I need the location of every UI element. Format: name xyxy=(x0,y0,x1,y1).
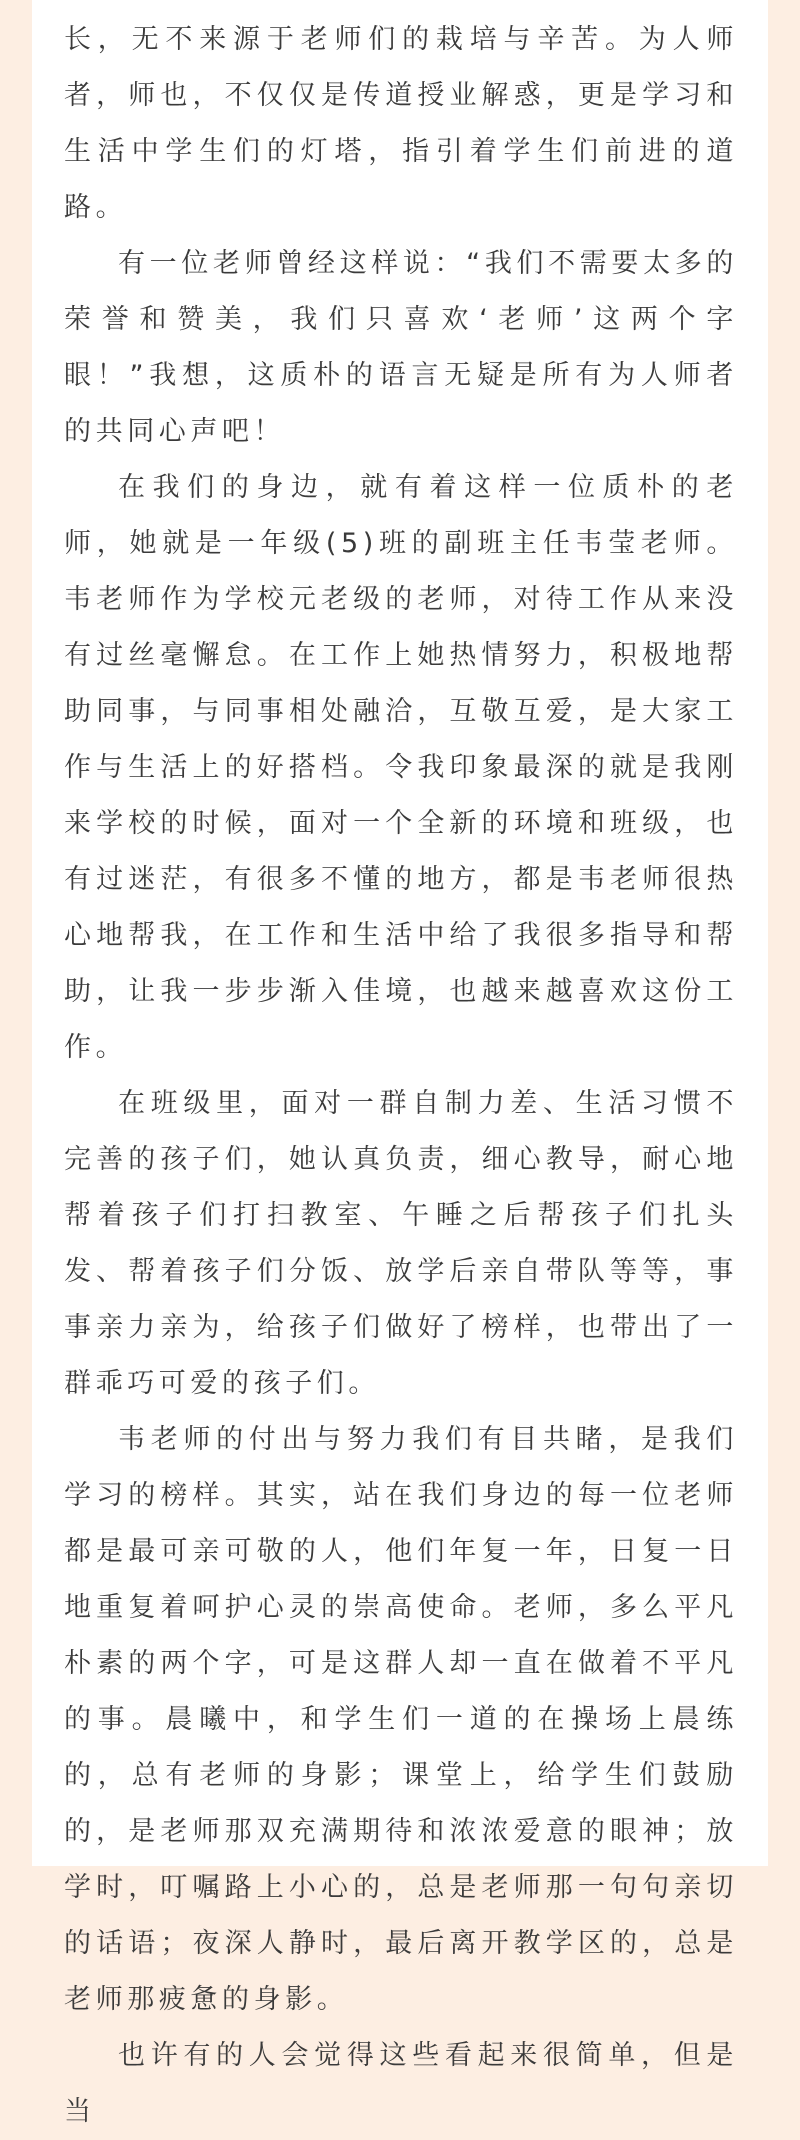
article-paragraph: 长，无不来源于老师们的栽培与辛苦。为人师者，师也，不仅仅是传道授业解惑，更是学习和生活中学生们的灯塔，指引着学生们前进的道路。 xyxy=(64,24,738,223)
article-paragraph: 在班级里，面对一群自制力差、生活习惯不完善的孩子们，她认真负责，细心教导，耐心地帮着孩子们打扫教室、午睡之后帮孩子们扎头发、帮着孩子们分饭、放学后亲自带队等等，事事亲力亲为，给孩子们做好了榜样，也带出了一群乖巧可爱的孩子们。 xyxy=(64,1088,738,1399)
article-body xyxy=(64,0,738,2140)
article-paragraph: 韦老师的付出与努力我们有目共睹，是我们学习的榜样。其实，站在我们身边的每一位老师都是最可亲可敬的人，他们年复一年，日复一日地重复着呵护心灵的崇高使命。老师，多么平凡朴素的两个字，可是这群人却一直在做着不平凡的事。晨曦中，和学生们一道的在操场上晨练的，总有老师的身影；课堂上，给学生们鼓励的，是老师那双充满期待和浓浓爱意的眼神；放学时，叮嘱路上小心的，总是老师那一句句亲切的话语；夜深人静时，最后离开教学区的，总是老师那疲惫的身影。 xyxy=(64,1424,738,2015)
article-paragraph: 有一位老师曾经这样说：“我们不需要太多的荣誉和赞美，我们只喜欢‘老师’这两个字眼！”我想，这质朴的语言无疑是所有为人师者的共同心声吧！ xyxy=(64,248,738,447)
article-paragraph: 在我们的身边，就有着这样一位质朴的老师，她就是一年级(5)班的副班主任韦莹老师。韦老师作为学校元老级的老师，对待工作从来没有过丝毫懈怠。在工作上她热情努力，积极地帮助同事，与同事相处融洽，互敬互爱，是大家工作与生活上的好搭档。令我印象最深的就是我刚来学校的时候，面对一个全新的环境和班级，也有过迷茫，有很多不懂的地方，都是韦老师很热心地帮我，在工作和生活中给了我很多指导和帮助，让我一步步渐入佳境，也越来越喜欢这份工作。 xyxy=(64,472,738,1063)
article-card xyxy=(32,0,768,2127)
article-paragraph: 也许有的人会觉得这些看起来很简单，但是当 xyxy=(64,2040,738,2127)
